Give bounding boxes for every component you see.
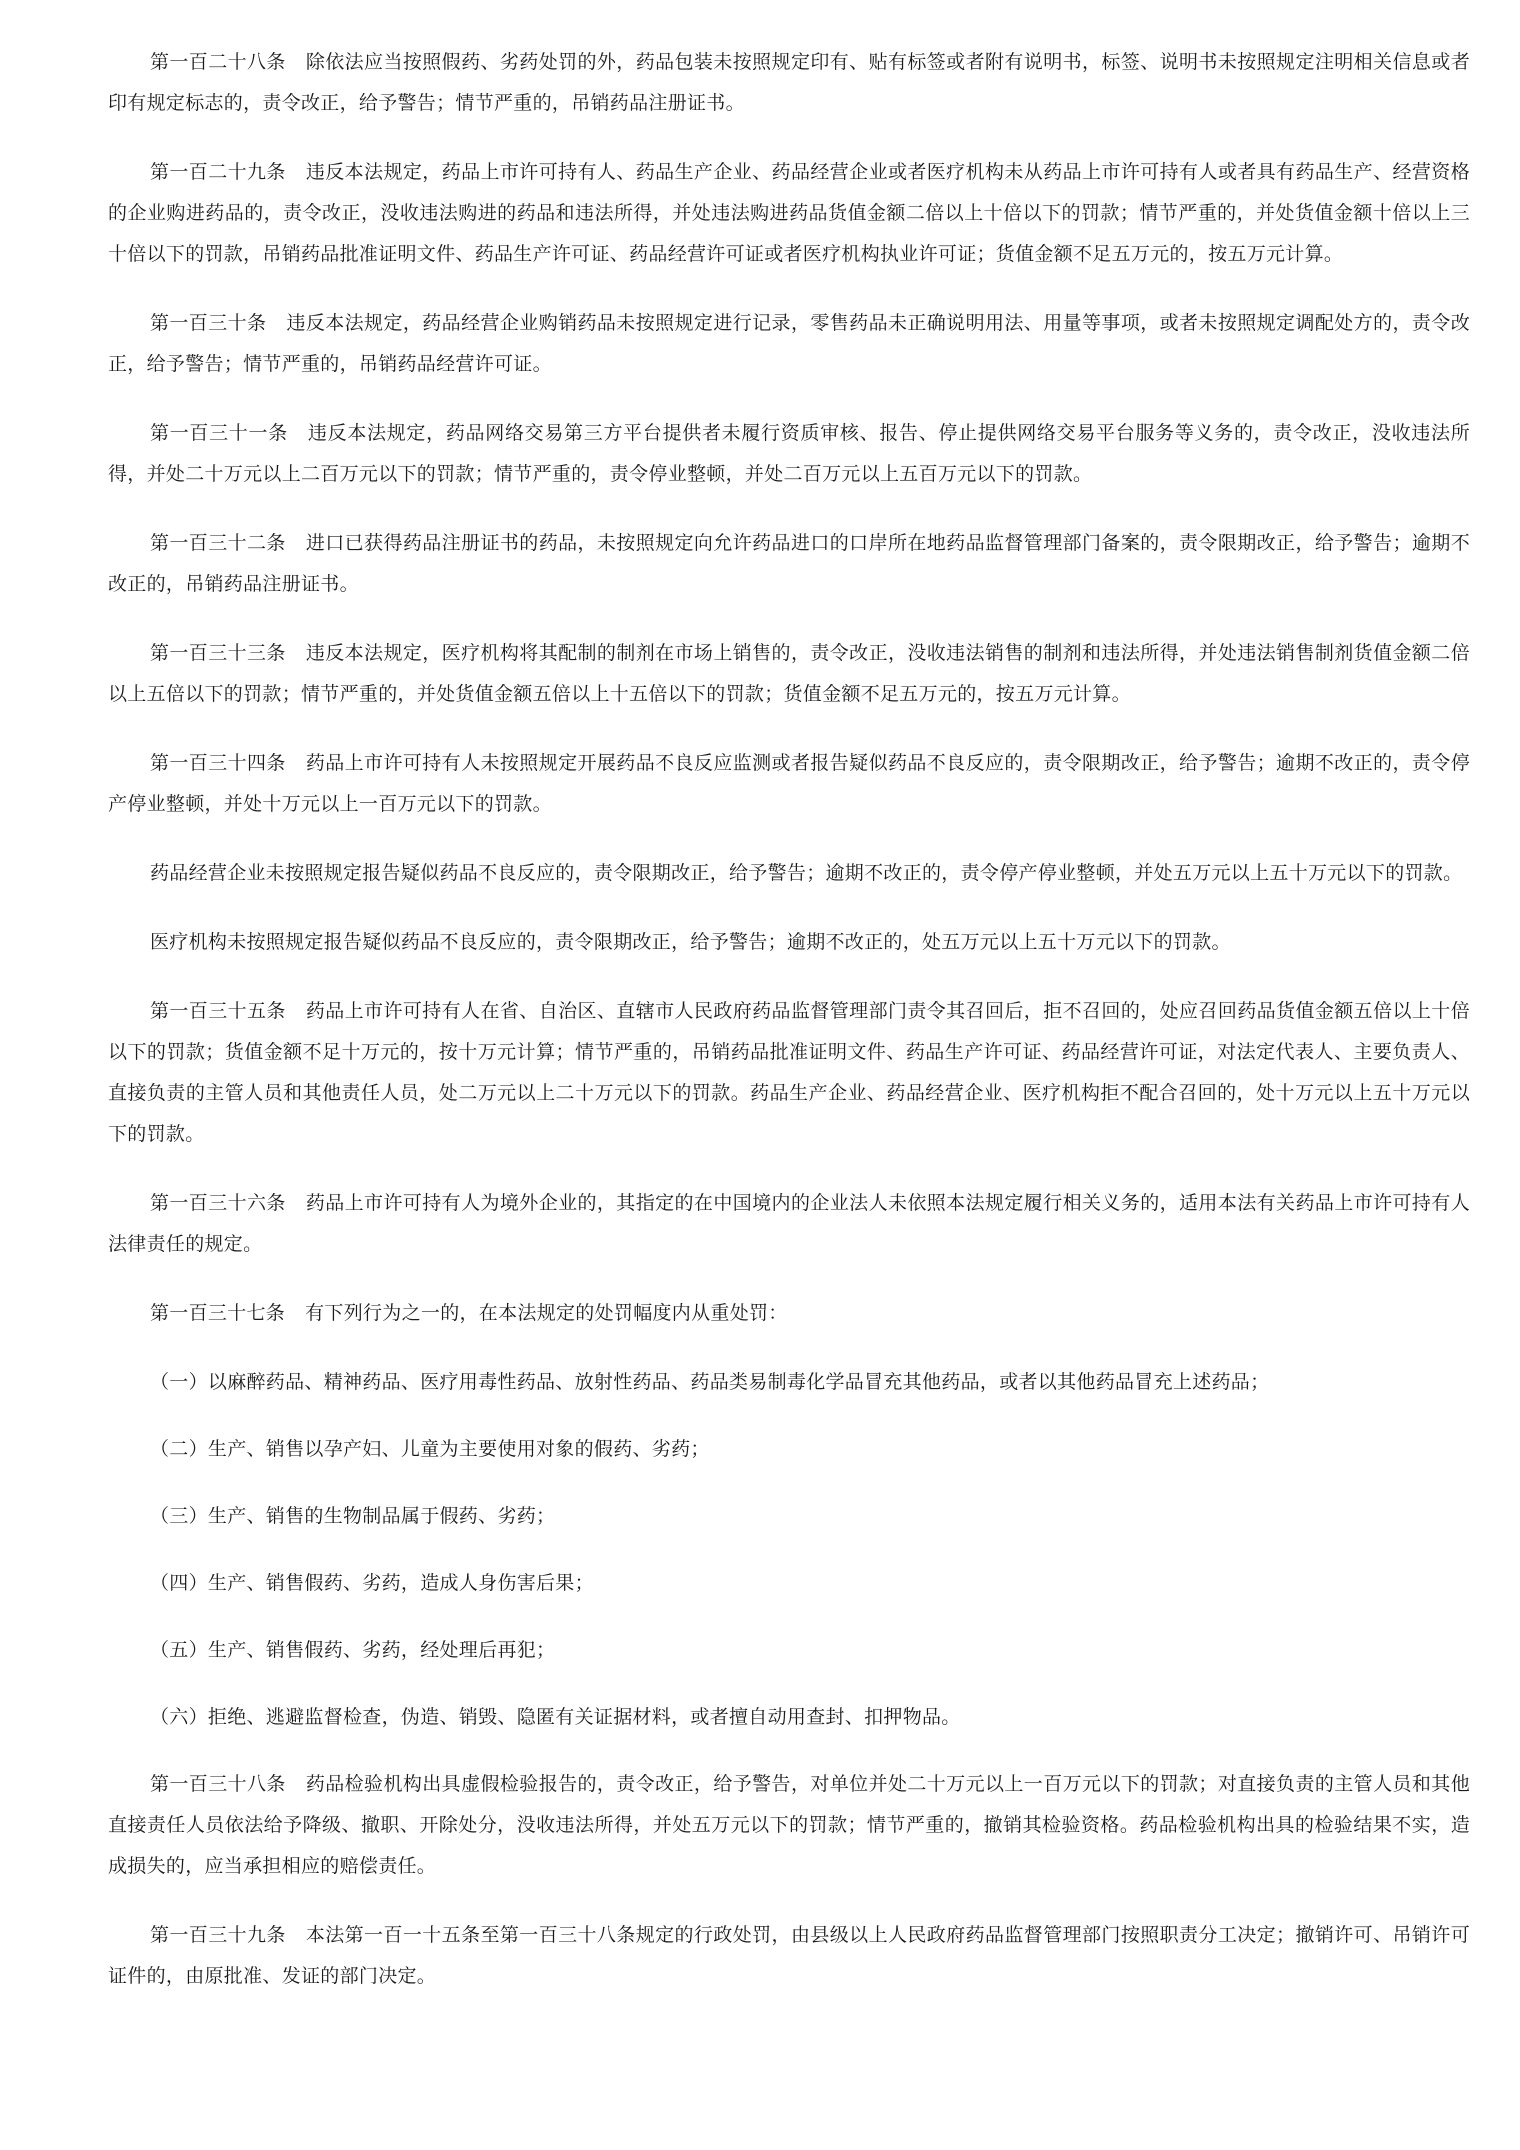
article-text: 药品上市许可持有人在省、自治区、直辖市人民政府药品监督管理部门责令其召回后，拒不召回的，处应召回药品货值金额五倍以上十倍以下的罚款；货值金额不足十万元的，按十万元计算；情节严重的，吊销药品批准证明文件、药品生产许可证、药品经营许可证，对法定代表人、主要负责人、直接负责的主管人员和其他责任人员，处二万元以上二十万元以下的罚款。药品生产企业、药品经营企业、医疗机构拒不配合召回的，处十万元以上五十万元以下的罚款。	[108, 1000, 1470, 1145]
article-text: 药品上市许可持有人为境外企业的，其指定的在中国境内的企业法人未依照本法规定履行相关义务的，适用本法有关药品上市许可持有人法律责任的规定。	[108, 1192, 1470, 1255]
article-133	[108, 633, 1470, 715]
article-text: 药品检验机构出具虚假检验报告的，责令改正，给予警告，对单位并处二十万元以上一百万元以下的罚款；对直接负责的主管人员和其他直接责任人员依法给予降级、撤职、开除处分，没收违法所得，并处五万元以下的罚款；情节严重的，撤销其检验资格。药品检验机构出具的检验结果不实，造成损失的，应当承担相应的赔偿责任。	[108, 1773, 1470, 1877]
article-text: 药品上市许可持有人未按照规定开展药品不良反应监测或者报告疑似药品不良反应的，责令限期改正，给予警告；逾期不改正的，责令停产停业整顿，并处十万元以上一百万元以下的罚款。	[108, 752, 1470, 815]
article-number: 第一百三十六条	[150, 1192, 286, 1214]
article-number: 第一百三十九条	[150, 1924, 286, 1946]
paragraph-text: 医疗机构未按照规定报告疑似药品不良反应的，责令限期改正，给予警告；逾期不改正的，处五万元以上五十万元以下的罚款。	[150, 931, 1231, 953]
article-130	[108, 303, 1470, 385]
article-number: 第一百三十二条	[150, 532, 286, 554]
article-text: 进口已获得药品注册证书的药品，未按照规定向允许药品进口的口岸所在地药品监督管理部门备案的，责令限期改正，给予警告；逾期不改正的，吊销药品注册证书。	[108, 532, 1470, 595]
article-number: 第一百二十八条	[150, 51, 286, 73]
article-number: 第一百三十五条	[150, 1000, 286, 1022]
article-number: 第一百二十九条	[150, 161, 286, 183]
article-text: 本法第一百一十五条至第一百三十八条规定的行政处罚，由县级以上人民政府药品监督管理部门按照职责分工决定；撤销许可、吊销许可证件的，由原批准、发证的部门决定。	[108, 1924, 1470, 1987]
article-number: 第一百三十一条	[150, 422, 288, 444]
article-128	[108, 42, 1470, 124]
document-page	[108, 42, 1470, 2025]
article-136	[108, 1183, 1470, 1265]
list-item-text: （二）生产、销售以孕产妇、儿童为主要使用对象的假药、劣药；	[150, 1438, 710, 1460]
article-number: 第一百三十八条	[150, 1773, 286, 1795]
list-item-text: （三）生产、销售的生物制品属于假药、劣药；	[150, 1505, 556, 1527]
article-131	[108, 413, 1470, 495]
list-item-text: （四）生产、销售假药、劣药，造成人身伤害后果；	[150, 1572, 594, 1594]
article-137-item-2	[108, 1429, 1470, 1470]
article-text: 违反本法规定，药品上市许可持有人、药品生产企业、药品经营企业或者医疗机构未从药品上市许可持有人或者具有药品生产、经营资格的企业购进药品的，责令改正，没收违法购进的药品和违法所得，并处违法购进药品货值金额二倍以上十倍以下的罚款；情节严重的，并处货值金额十倍以上三十倍以下的罚款，吊销药品批准证明文件、药品生产许可证、药品经营许可证或者医疗机构执业许可证；货值金额不足五万元的，按五万元计算。	[108, 161, 1470, 265]
article-number: 第一百三十四条	[150, 752, 286, 774]
list-item-text: （一）以麻醉药品、精神药品、医疗用毒性药品、放射性药品、药品类易制毒化学品冒充其他药品，或者以其他药品冒充上述药品；	[150, 1371, 1270, 1393]
article-text: 有下列行为之一的，在本法规定的处罚幅度内从重处罚：	[305, 1302, 788, 1324]
article-number: 第一百三十条	[150, 312, 267, 334]
article-text: 违反本法规定，药品网络交易第三方平台提供者未履行资质审核、报告、停止提供网络交易平台服务等义务的，责令改正，没收违法所得，并处二十万元以上二百万元以下的罚款；情节严重的，责令停业整顿，并处二百万元以上五百万元以下的罚款。	[108, 422, 1470, 485]
article-text: 除依法应当按照假药、劣药处罚的外，药品包装未按照规定印有、贴有标签或者附有说明书，标签、说明书未按照规定注明相关信息或者印有规定标志的，责令改正，给予警告；情节严重的，吊销药品注册证书。	[108, 51, 1470, 114]
article-137-item-1	[108, 1362, 1470, 1403]
article-137-item-4	[108, 1563, 1470, 1604]
article-number: 第一百三十三条	[150, 642, 286, 664]
article-135	[108, 991, 1470, 1155]
article-134-para-2	[108, 853, 1470, 894]
article-137-item-5	[108, 1630, 1470, 1671]
article-text: 违反本法规定，药品经营企业购销药品未按照规定进行记录，零售药品未正确说明用法、用量等事项，或者未按照规定调配处方的，责令改正，给予警告；情节严重的，吊销药品经营许可证。	[108, 312, 1470, 375]
article-134-para-3	[108, 922, 1470, 963]
paragraph-text: 药品经营企业未按照规定报告疑似药品不良反应的，责令限期改正，给予警告；逾期不改正的，责令停产停业整顿，并处五万元以上五十万元以下的罚款。	[150, 862, 1463, 884]
article-number: 第一百三十七条	[150, 1302, 286, 1324]
article-132	[108, 523, 1470, 605]
article-137-item-6	[108, 1697, 1470, 1738]
article-134	[108, 743, 1470, 825]
list-item-text: （五）生产、销售假药、劣药，经处理后再犯；	[150, 1639, 556, 1661]
article-137	[108, 1293, 1470, 1334]
article-139	[108, 1915, 1470, 1997]
list-item-text: （六）拒绝、逃避监督检查，伪造、销毁、隐匿有关证据材料，或者擅自动用查封、扣押物品。	[150, 1706, 961, 1728]
article-138	[108, 1764, 1470, 1887]
article-129	[108, 152, 1470, 275]
article-137-item-3	[108, 1496, 1470, 1537]
article-text: 违反本法规定，医疗机构将其配制的制剂在市场上销售的，责令改正，没收违法销售的制剂和违法所得，并处违法销售制剂货值金额二倍以上五倍以下的罚款；情节严重的，并处货值金额五倍以上十五倍以下的罚款；货值金额不足五万元的，按五万元计算。	[108, 642, 1470, 705]
